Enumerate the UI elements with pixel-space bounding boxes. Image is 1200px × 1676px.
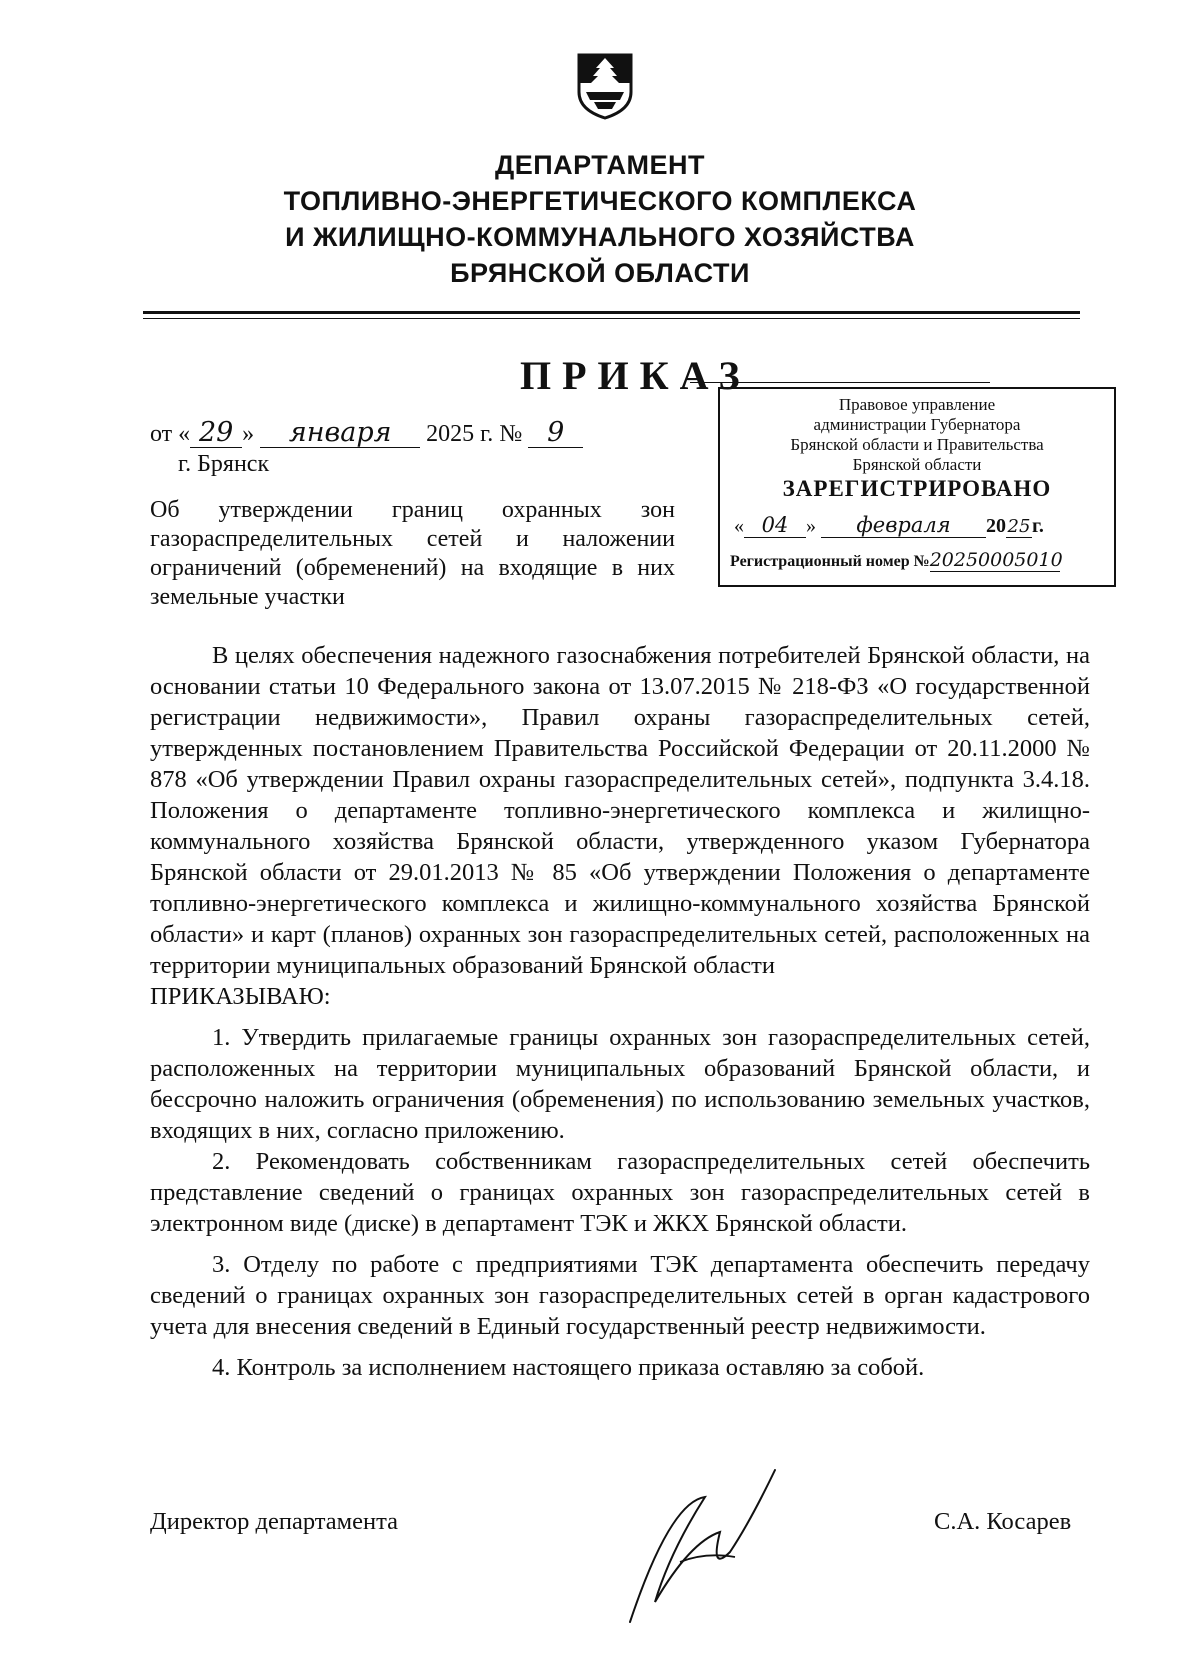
signatory-name: С.А. Косарев bbox=[934, 1508, 1072, 1535]
stamp-year-prefix: 20 bbox=[986, 515, 1006, 537]
stamp-line-1: Правовое управление bbox=[838, 395, 996, 414]
coat-of-arms-icon bbox=[576, 52, 634, 120]
signatory-position: Директор департамента bbox=[150, 1508, 399, 1535]
header-rule-thick bbox=[143, 311, 1080, 314]
dept-line-3: И ЖИЛИЩНО-КОММУНАЛЬНОГО ХОЗЯЙСТВА bbox=[285, 222, 915, 252]
preamble-paragraph: В целях обеспечения надежного газоснабжения потребителей Брянской области, на основании статьи 10 Федерального закона от 13.07.2015 № 218-ФЗ «О государственной регистрации недвижимости», Правил охраны газораспределительных сетей, утвержденных постановлением Правительства Российской Федерации от 20.11.2000 № 878 «Об утверждении Правил охраны газораспределительных сетей», подпункта 3.4.18. Положения о департаменте топливно-энергетического комплекса и жилищно-коммунального хозяйства Брянской области, утвержденного указом Губернатора Брянской области от 29.01.2013 № 85 «Об утверждении Положения о департаменте топливно-энергетического комплекса и жилищно-коммунального хозяйства Брянской области» и карт (планов) охранных зон газораспределительных сетей, расположенных на территории муниципальных образований Брянской области bbox=[150, 642, 1090, 979]
dept-line-4: БРЯНСКОЙ ОБЛАСТИ bbox=[450, 258, 750, 288]
stamp-reg-number: 20250005010 bbox=[929, 549, 1063, 571]
order-year: 2025 г. bbox=[426, 421, 494, 447]
order-date-prefix: от « bbox=[150, 421, 191, 447]
stamp-line-4: Брянской области bbox=[852, 455, 982, 474]
order-word: ПРИКАЗЫВАЮ: bbox=[150, 983, 331, 1010]
document-body bbox=[150, 640, 1090, 1383]
title-underline bbox=[690, 382, 990, 383]
header-rule-thin bbox=[143, 318, 1080, 319]
order-number: 9 bbox=[528, 418, 583, 448]
dept-line-1: ДЕПАРТАМЕНТ bbox=[494, 150, 706, 180]
order-day: 29 bbox=[190, 418, 242, 448]
stamp-year: 25 bbox=[1007, 516, 1031, 537]
stamp-reg-label: Регистрационный номер № bbox=[730, 553, 930, 570]
stamp-line-2: администрации Губернатора bbox=[813, 415, 1021, 434]
stamp-status: ЗАРЕГИСТРИРОВАНО bbox=[782, 476, 1052, 501]
order-subject: Об утверждении границ охранных зон газораспределительных сетей и наложении ограничений (обременений) на входящие в них земельные участки bbox=[150, 497, 675, 610]
stamp-reg-number-line bbox=[730, 549, 1063, 572]
document-title: ПРИКАЗ bbox=[520, 353, 751, 398]
item-3: 3. Отделу по работе с предприятиями ТЭК департамента обеспечить передачу сведений о границах охранных зон газораспределительных сетей в орган кадастрового учета для внесения сведений в Единый государственный реестр недвижимости. bbox=[150, 1251, 1090, 1340]
order-date-mid: » bbox=[242, 421, 255, 447]
stamp-date-prefix: « bbox=[734, 515, 744, 537]
stamp-day: 04 bbox=[744, 513, 806, 538]
handwritten-signature bbox=[610, 1462, 790, 1632]
stamp-date-mid: » bbox=[806, 515, 816, 537]
item-4: 4. Контроль за исполнением настоящего приказа оставляю за собой. bbox=[212, 1354, 925, 1381]
order-city: г. Брянск bbox=[178, 451, 270, 477]
order-month: января bbox=[260, 418, 420, 448]
stamp-month: февраля bbox=[821, 513, 986, 538]
order-date-line bbox=[150, 418, 583, 449]
stamp-year-end: г. bbox=[1032, 515, 1044, 537]
stamp-date bbox=[734, 513, 1044, 538]
dept-line-2: ТОПЛИВНО-ЭНЕРГЕТИЧЕСКОГО КОМПЛЕКСА bbox=[283, 186, 917, 216]
registration-stamp bbox=[718, 387, 1116, 587]
order-number-label: № bbox=[499, 421, 523, 447]
item-2: 2. Рекомендовать собственникам газораспределительных сетей обеспечить представление сведений о границах охранных зон газораспределительных сетей в электронном виде (диске) в департамент ТЭК и ЖКХ Брянской области. bbox=[150, 1148, 1090, 1237]
item-1: 1. Утвердить прилагаемые границы охранных зон газораспределительных сетей, расположенных на территории муниципальных образований Брянской области, и бессрочно наложить ограничения (обременения) по использованию земельных участков, входящих в них, согласно приложению. bbox=[150, 1024, 1090, 1144]
stamp-line-3: Брянской области и Правительства bbox=[790, 435, 1044, 454]
